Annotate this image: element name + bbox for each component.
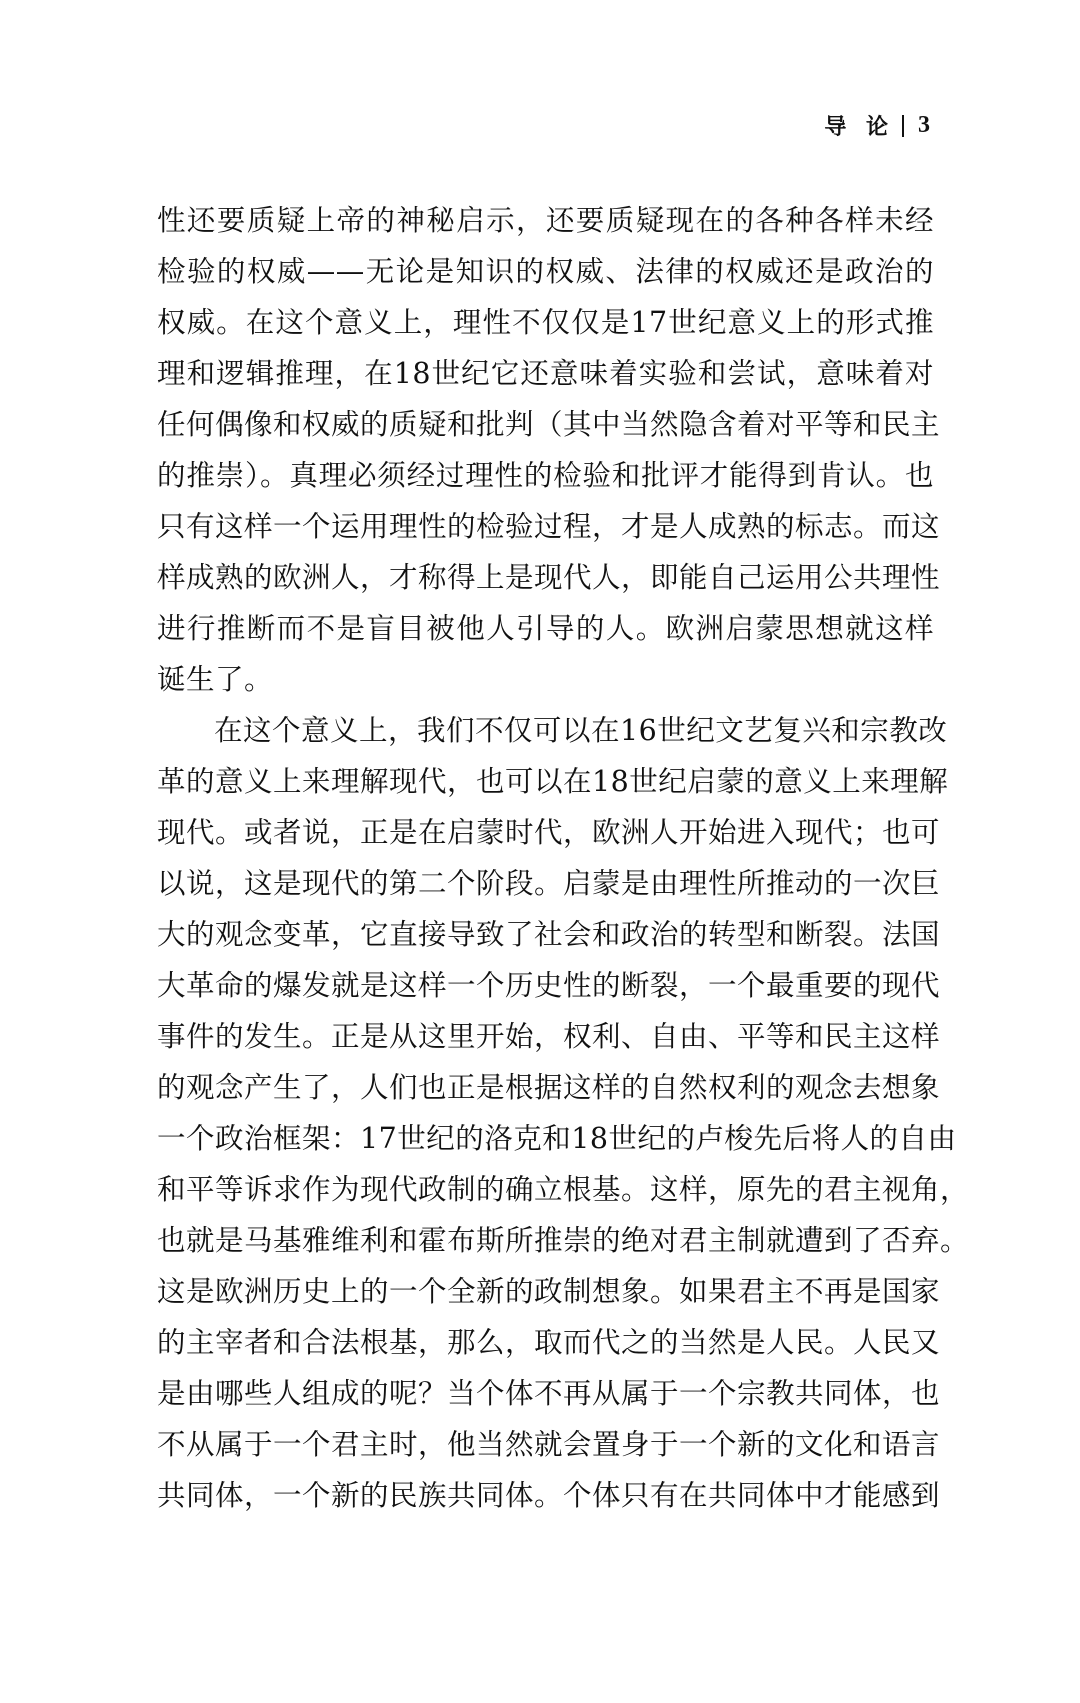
text-line: 进行推断而不是盲目被他人引导的人。欧洲启蒙思想就这样 bbox=[157, 612, 934, 645]
text-line: 和平等诉求作为现代政制的确立根基。这样，原先的君主视角， bbox=[157, 1173, 970, 1206]
text-line: 大革命的爆发就是这样一个历史性的断裂，一个最重要的现代 bbox=[157, 969, 941, 1002]
text-line: 事件的发生。正是从这里开始，权利、自由、平等和民主这样 bbox=[157, 1020, 941, 1053]
body-text bbox=[157, 195, 970, 1521]
text-line: 以说，这是现代的第二个阶段。启蒙是由理性所推动的一次巨 bbox=[157, 867, 941, 900]
text-line: 样成熟的欧洲人，才称得上是现代人，即能自己运用公共理性 bbox=[157, 561, 941, 594]
text-line: 任何偶像和权威的质疑和批判（其中当然隐含着对平等和民主 bbox=[157, 408, 941, 441]
text-line: 只有这样一个运用理性的检验过程，才是人成熟的标志。而这 bbox=[157, 510, 941, 543]
text-line: 性还要质疑上帝的神秘启示，还要质疑现在的各种各样未经 bbox=[157, 204, 934, 237]
text-line: 共同体，一个新的民族共同体。个体只有在共同体中才能感到 bbox=[157, 1479, 941, 1512]
text-line: 也就是马基雅维利和霍布斯所推崇的绝对君主制就遭到了否弃。 bbox=[157, 1224, 970, 1257]
text-line: 革的意义上来理解现代，也可以在18世纪启蒙的意义上来理解 bbox=[157, 765, 949, 798]
text-line: 这是欧洲历史上的一个全新的政制想象。如果君主不再是国家 bbox=[157, 1275, 941, 1308]
section-title: 导 论 bbox=[824, 114, 894, 140]
text-line: 检验的权威——无论是知识的权威、法律的权威还是政治的 bbox=[157, 255, 934, 288]
header-divider bbox=[902, 115, 904, 137]
text-line: 大的观念变革，它直接导致了社会和政治的转型和断裂。法国 bbox=[157, 918, 941, 951]
text-line: 现代。或者说，正是在启蒙时代，欧洲人开始进入现代；也可 bbox=[157, 816, 941, 849]
text-line: 理和逻辑推理，在18世纪它还意味着实验和尝试，意味着对 bbox=[157, 357, 934, 390]
text-line: 权威。在这个意义上，理性不仅仅是17世纪意义上的形式推 bbox=[157, 306, 934, 339]
text-line: 一个政治框架：17世纪的洛克和18世纪的卢梭先后将人的自由 bbox=[157, 1122, 957, 1155]
text-line: 的观念产生了，人们也正是根据这样的自然权利的观念去想象 bbox=[157, 1071, 941, 1104]
text-line: 的主宰者和合法根基，那么，取而代之的当然是人民。人民又 bbox=[157, 1326, 941, 1359]
text-line: 的推崇）。真理必须经过理性的检验和批评才能得到肯认。也 bbox=[157, 459, 934, 492]
paragraph-start-line: 在这个意义上，我们不仅可以在16世纪文艺复兴和宗教改 bbox=[214, 714, 948, 747]
paragraph-end-line: 诞生了。 bbox=[157, 663, 274, 696]
page-number: 3 bbox=[918, 112, 930, 138]
text-line: 不从属于一个君主时，他当然就会置身于一个新的文化和语言 bbox=[157, 1428, 941, 1461]
text-line: 是由哪些人组成的呢？当个体不再从属于一个宗教共同体，也 bbox=[157, 1377, 941, 1410]
running-header bbox=[824, 110, 930, 141]
